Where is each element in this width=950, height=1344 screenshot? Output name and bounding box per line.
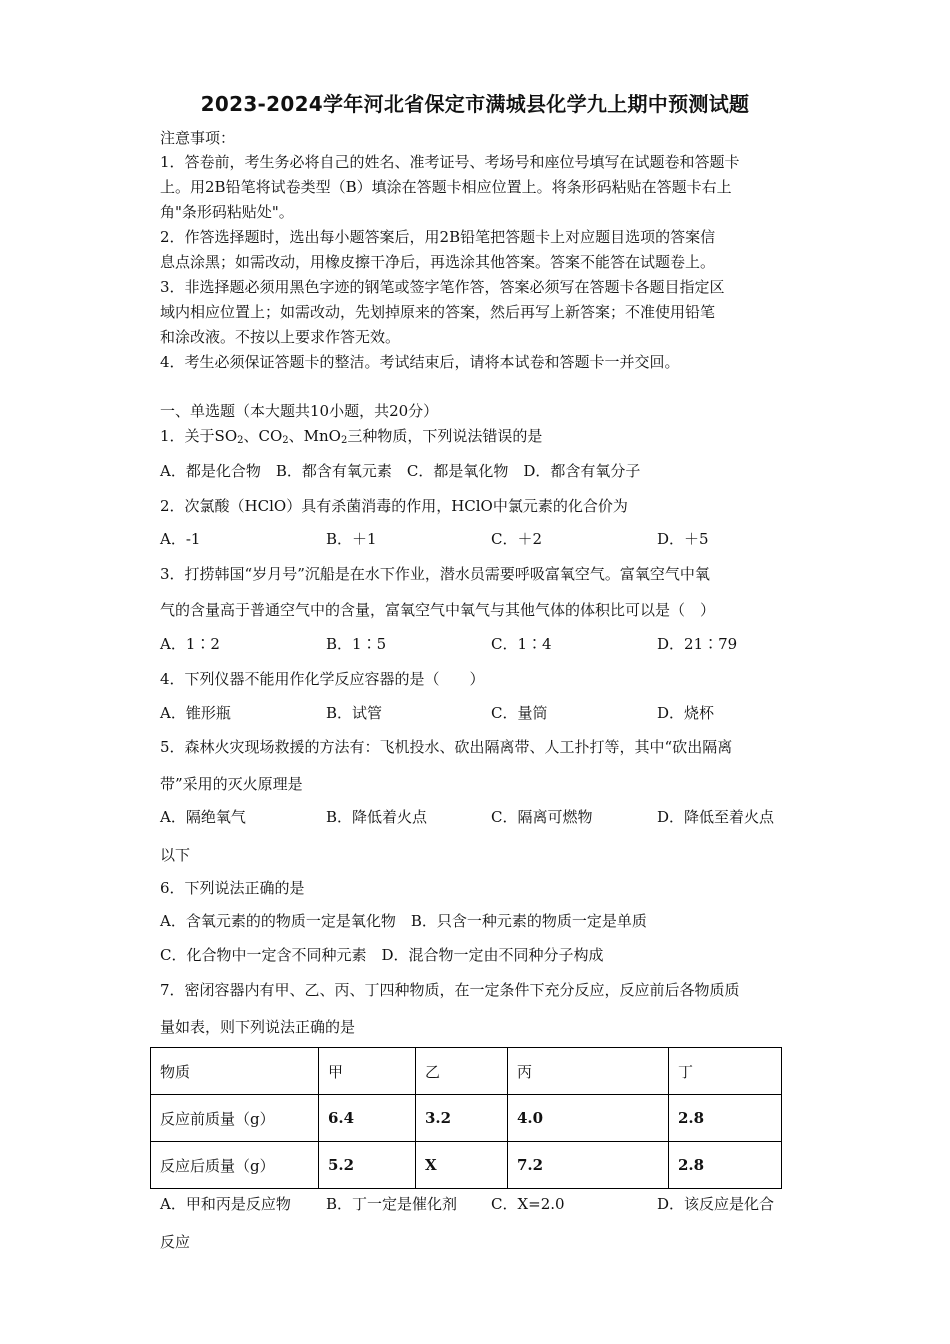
question-5-option-a: A．隔绝氧气 — [160, 808, 246, 826]
question-3-option-d: D．21∶79 — [657, 635, 738, 653]
question-3-option-b: B．1∶5 — [326, 635, 387, 653]
question-2-option-b: B．＋1 — [326, 530, 377, 548]
notice-line: 上。用2B铅笔将试卷类型（B）填涂在答题卡相应位置上。将条形码粘贴在答题卡右上 — [160, 178, 732, 196]
table-cell: 丙 — [508, 1048, 669, 1095]
question-4-stem: 4．下列仪器不能用作化学反应容器的是（ ） — [160, 670, 485, 688]
question-6-options-cd: C．化合物中一定含不同种元素 D．混合物一定由不同种分子构成 — [160, 946, 604, 964]
question-7-option-b: B．丁一定是催化剂 — [326, 1195, 458, 1213]
table-row — [151, 1095, 782, 1142]
table-cell: 3.2 — [416, 1095, 508, 1142]
section-heading: 一、单选题（本大题共10小题，共20分） — [160, 402, 439, 420]
table-cell: 反应前质量（g） — [151, 1095, 319, 1142]
question-3-option-c: C．1∶4 — [491, 635, 552, 653]
mass-table — [150, 1047, 782, 1189]
question-7-option-d: D．该反应是化合 — [657, 1195, 775, 1213]
notice-line: 和涂改液。不按以上要求作答无效。 — [160, 328, 401, 346]
question-2-option-c: C．＋2 — [491, 530, 543, 548]
table-cell: 2.8 — [669, 1142, 782, 1189]
question-5-option-d-continued: 以下 — [160, 846, 191, 864]
question-7-option-a: A．甲和丙是反应物 — [160, 1195, 291, 1213]
question-3-stem: 3．打捞韩国“岁月号”沉船是在水下作业，潜水员需要呼吸富氧空气。富氧空气中氧 — [160, 565, 710, 583]
question-7-stem: 量如表，则下列说法正确的是 — [160, 1018, 356, 1036]
table-cell: 反应后质量（g） — [151, 1142, 319, 1189]
question-5-stem: 5．森林火灾现场救援的方法有：飞机投水、砍出隔离带、人工扑打等，其中“砍出隔离 — [160, 738, 733, 756]
question-5-stem: 带”采用的灭火原理是 — [160, 775, 303, 793]
question-7-stem: 7．密闭容器内有甲、乙、丙、丁四种物质，在一定条件下充分反应，反应前后各物质质 — [160, 981, 740, 999]
notice-heading: 注意事项： — [160, 129, 236, 147]
notice-line: 1．答卷前，考生务必将自己的姓名、准考证号、考场号和座位号填写在试题卷和答题卡 — [160, 153, 740, 171]
question-4-option-d: D．烧杯 — [657, 704, 715, 722]
question-6-stem: 6．下列说法正确的是 — [160, 879, 305, 897]
table-cell: 丁 — [669, 1048, 782, 1095]
question-5-option-b: B．降低着火点 — [326, 808, 428, 826]
question-5-option-c: C．隔离可燃物 — [491, 808, 593, 826]
question-2-stem: 2．次氯酸（HClO）具有杀菌消毒的作用，HClO中氯元素的化合价为 — [160, 497, 628, 515]
table-cell: 7.2 — [508, 1142, 669, 1189]
notice-line: 域内相应位置上；如需改动，先划掉原来的答案，然后再写上新答案；不准使用铅笔 — [160, 303, 716, 321]
table-cell: 物质 — [151, 1048, 319, 1095]
question-3-stem: 气的含量高于普通空气中的含量，富氧空气中氧气与其他气体的体积比可以是（ ） — [160, 601, 716, 619]
notice-line: 息点涂黑；如需改动，用橡皮擦干净后，再选涂其他答案。答案不能答在试题卷上。 — [160, 253, 716, 271]
table-cell: 4.0 — [508, 1095, 669, 1142]
question-2-option-a: A．-1 — [160, 530, 201, 548]
question-1-options: A．都是化合物 B．都含有氧元素 C．都是氧化物 D．都含有氧分子 — [160, 462, 641, 480]
table-row — [151, 1142, 782, 1189]
page-title: 2023-2024学年河北省保定市满城县化学九上期中预测试题 — [200, 92, 750, 116]
table-cell: 5.2 — [319, 1142, 416, 1189]
question-4-option-a: A．锥形瓶 — [160, 704, 231, 722]
table-row — [151, 1048, 782, 1095]
question-2-option-d: D．＋5 — [657, 530, 709, 548]
notice-line: 角"条形码粘贴处"。 — [160, 203, 294, 221]
question-1-stem: 1．关于$SO_2$、$CO_2$、MnO$_2$三种物质，下列说法错误的是 — [160, 427, 543, 446]
question-7-option-d-continued: 反应 — [160, 1233, 191, 1251]
question-3-option-a: A．1∶2 — [160, 635, 220, 653]
question-6-options-ab: A．含氧元素的的物质一定是氧化物 B．只含一种元素的物质一定是单质 — [160, 912, 647, 930]
table-cell: 6.4 — [319, 1095, 416, 1142]
question-4-option-c: C．量筒 — [491, 704, 548, 722]
table-cell: X — [416, 1142, 508, 1189]
table-cell: 甲 — [319, 1048, 416, 1095]
notice-line: 2．作答选择题时，选出每小题答案后，用2B铅笔把答题卡上对应题目选项的答案信 — [160, 228, 716, 246]
notice-line: 3．非选择题必须用黑色字迹的钢笔或签字笔作答，答案必须写在答题卡各题目指定区 — [160, 278, 725, 296]
question-5-option-d: D．降低至着火点 — [657, 808, 775, 826]
table-cell: 2.8 — [669, 1095, 782, 1142]
notice-line: 4．考生必须保证答题卡的整洁。考试结束后，请将本试卷和答题卡一并交回。 — [160, 353, 680, 371]
question-4-option-b: B．试管 — [326, 704, 383, 722]
table-cell: 乙 — [416, 1048, 508, 1095]
question-7-option-c: C．X=2.0 — [491, 1195, 565, 1213]
